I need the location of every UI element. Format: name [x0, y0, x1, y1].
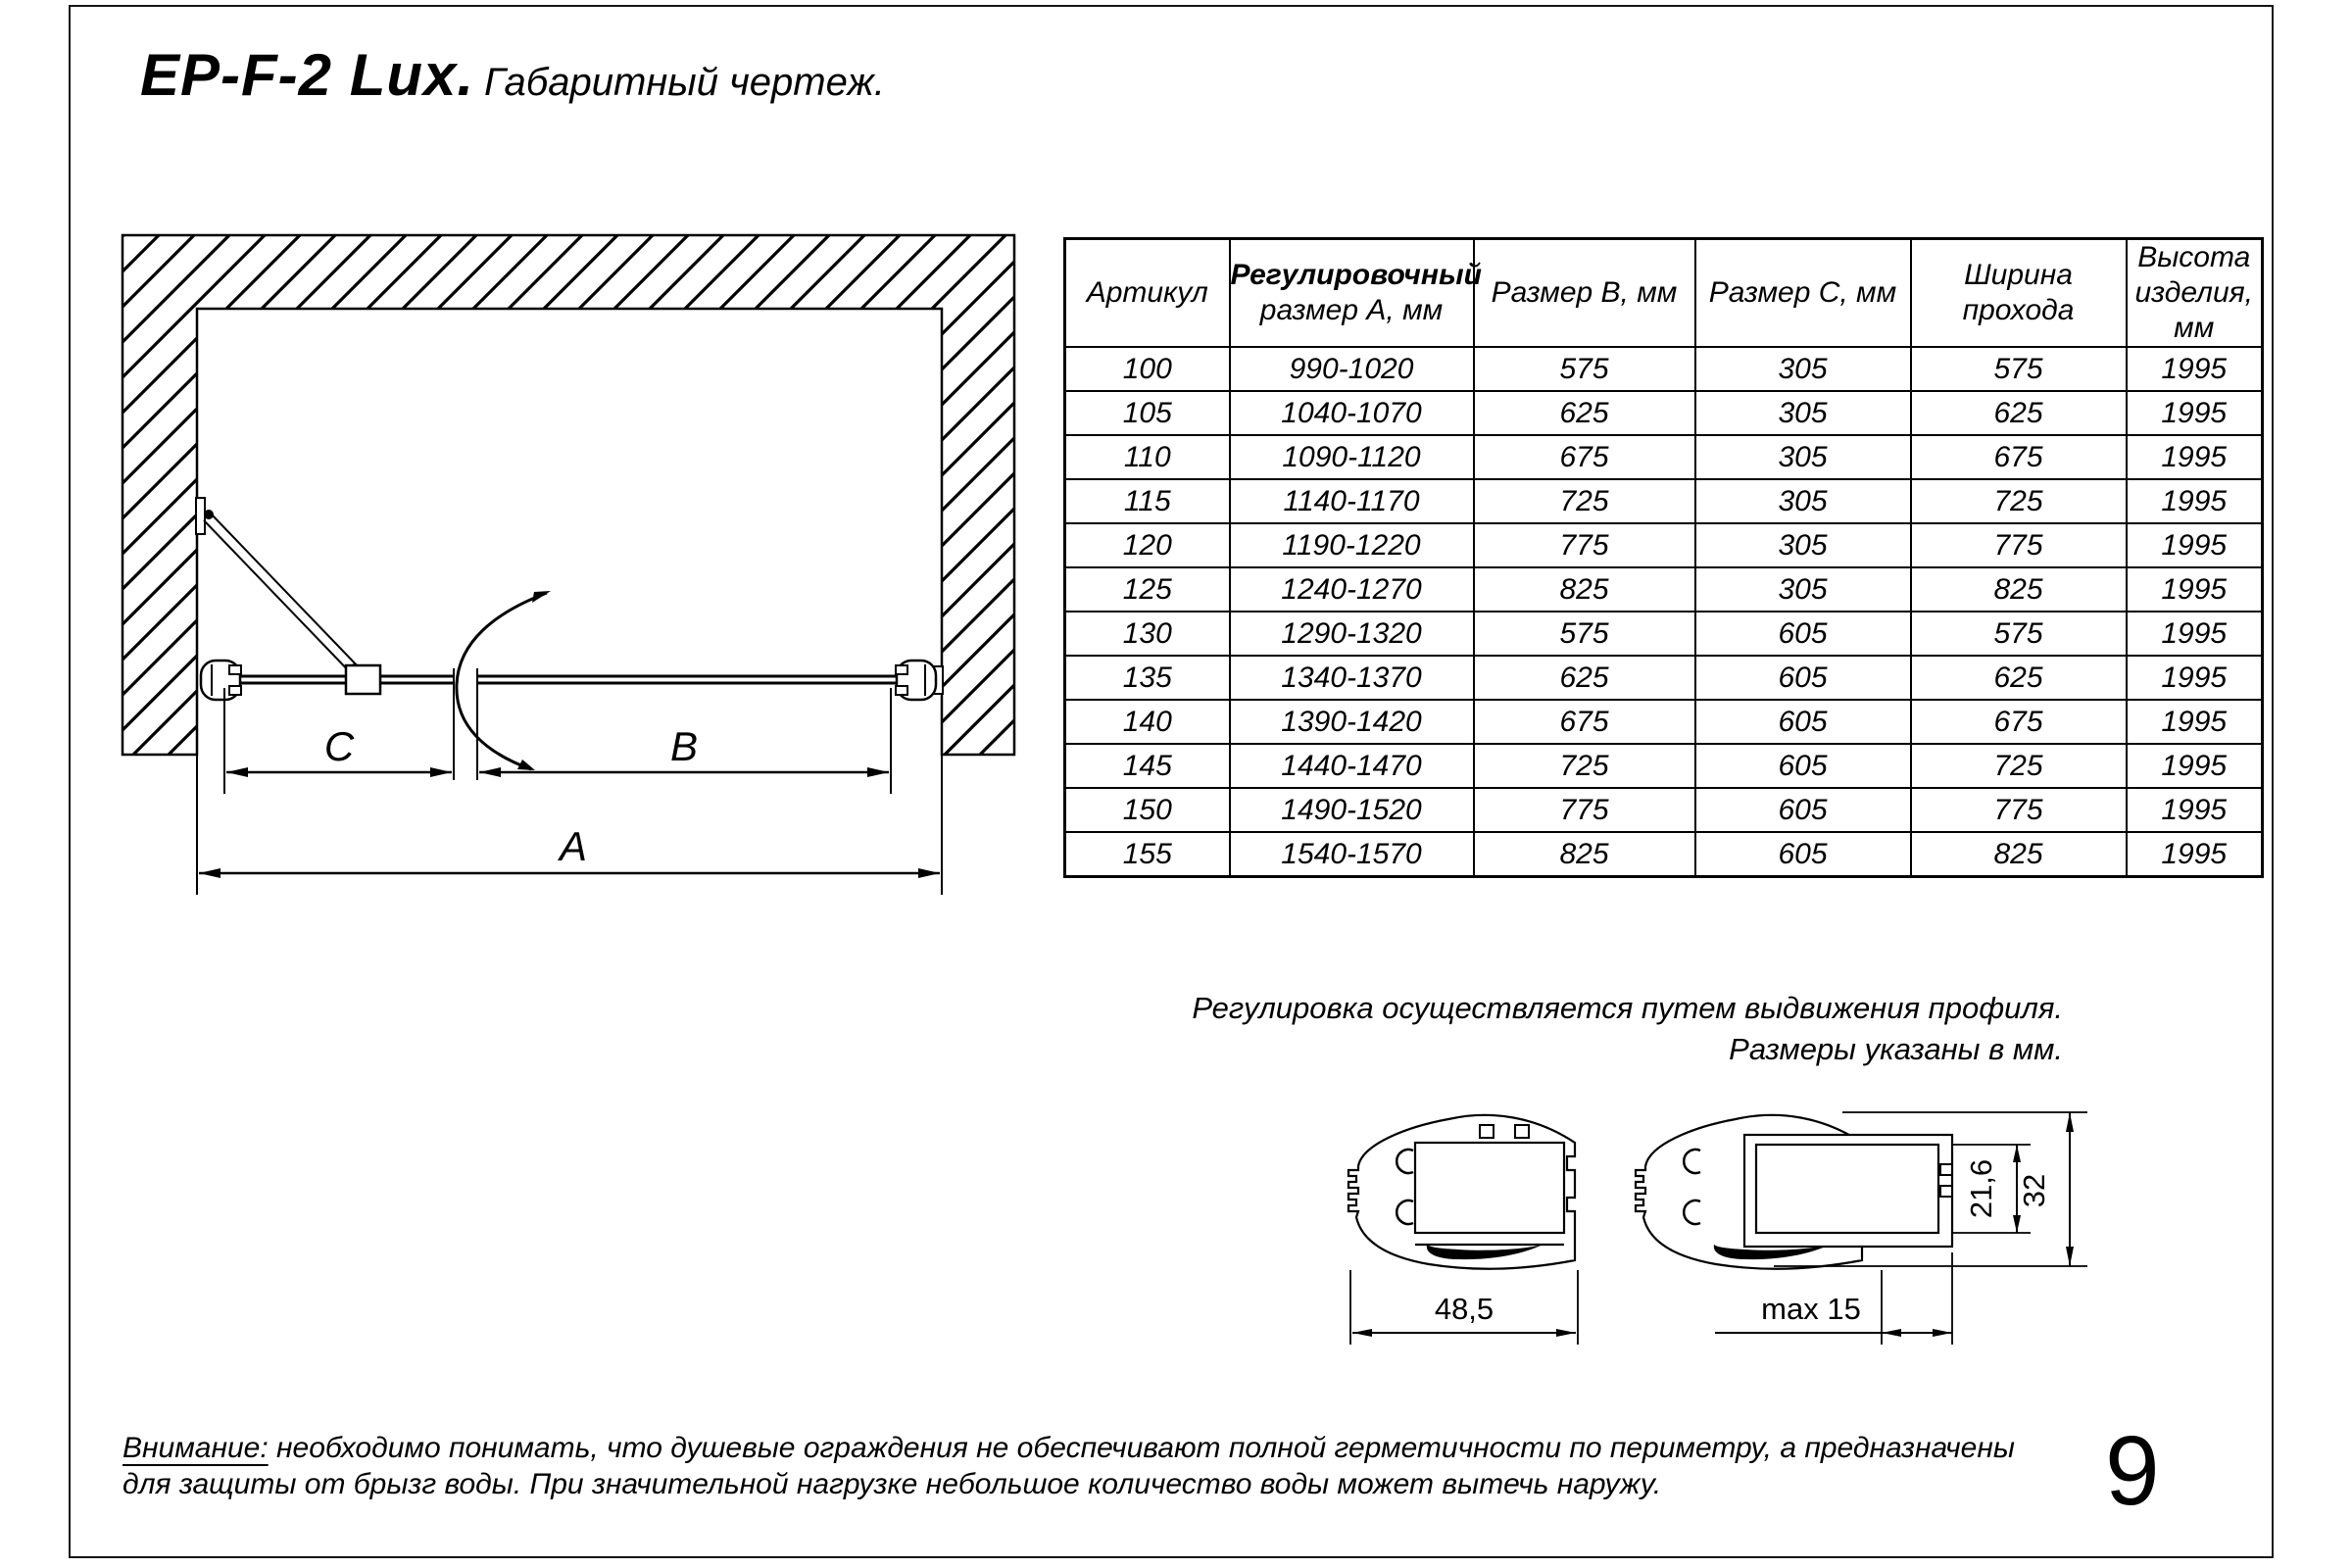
table-cell: 575 [1474, 612, 1695, 656]
dimension-a [199, 823, 940, 878]
col-header-article: Артикул [1065, 239, 1230, 348]
table-cell: 120 [1065, 523, 1230, 567]
col-header-pass-width: Ширина прохода [1911, 239, 2127, 348]
adjustment-notes [1192, 988, 2063, 1070]
table-cell: 825 [1911, 832, 2127, 877]
dimension-label-inner: 21,6 [1964, 1158, 1998, 1219]
dimension-label-max: max 15 [1761, 1292, 1861, 1326]
table-row [1065, 567, 2263, 612]
table-cell: 305 [1695, 391, 1911, 435]
table-row [1065, 744, 2263, 788]
page-number: 9 [2105, 1416, 2160, 1526]
table-cell: 1995 [2127, 347, 2263, 391]
table-cell: 1540-1570 [1230, 832, 1474, 877]
table-cell: 675 [1911, 700, 2127, 744]
table-cell: 105 [1065, 391, 1230, 435]
table-cell: 115 [1065, 479, 1230, 523]
table-cell: 100 [1065, 347, 1230, 391]
table-cell: 775 [1911, 788, 2127, 832]
door-swing-arc [457, 591, 551, 770]
table-cell: 1140-1170 [1230, 479, 1474, 523]
dimension-label-c: C [323, 723, 355, 769]
table-cell: 675 [1911, 435, 2127, 479]
profile-cross-sections [1333, 1098, 2117, 1382]
table-row [1065, 479, 2263, 523]
profile-section-extended [1636, 1115, 1952, 1269]
table-cell: 725 [1474, 744, 1695, 788]
table-cell: 305 [1695, 567, 1911, 612]
table-cell: 625 [1911, 391, 2127, 435]
table-cell: 155 [1065, 832, 1230, 877]
table-cell: 575 [1911, 612, 2127, 656]
col-header-height: Высота изделия, мм [2127, 239, 2263, 348]
table-cell: 625 [1474, 656, 1695, 700]
warning-line-2: для защиты от брызг воды. При значительной нагрузке небольшое количество воды может вытечь наружу. [122, 1467, 1662, 1500]
table-cell: 1440-1470 [1230, 744, 1474, 788]
table-cell: 605 [1695, 788, 1911, 832]
table-header-row [1065, 239, 2263, 348]
table-cell: 135 [1065, 656, 1230, 700]
table-cell: 825 [1911, 567, 2127, 612]
dimensions-table [1063, 237, 2264, 878]
title-subtitle: Габаритный чертеж. [484, 61, 886, 104]
right-wall-profile [896, 661, 943, 700]
table-cell: 1995 [2127, 523, 2263, 567]
table-cell: 625 [1474, 391, 1695, 435]
table-cell: 775 [1911, 523, 2127, 567]
dimension-b [479, 688, 891, 794]
note-line-1: Регулировка осуществляется путем выдвижения профиля. [1192, 991, 2063, 1025]
dimension-label-width: 48,5 [1434, 1292, 1494, 1326]
door-glass-panel [477, 676, 899, 683]
warning-line-1: Внимание: необходимо понимать, что душевые ограждения не обеспечивают полной герметичности по периметру, а предназначены [122, 1432, 2015, 1464]
table-cell: 605 [1695, 832, 1911, 877]
col-header-size-a: Регулировочный размер А, мм [1230, 239, 1474, 348]
table-cell: 1995 [2127, 391, 2263, 435]
dimension-c [224, 688, 452, 794]
table-cell: 140 [1065, 700, 1230, 744]
note-line-2: Размеры указаны в мм. [1729, 1031, 2063, 1066]
table-cell: 1040-1070 [1230, 391, 1474, 435]
table-row [1065, 391, 2263, 435]
col-header-size-c: Размер С, мм [1695, 239, 1911, 348]
table-cell: 1995 [2127, 700, 2263, 744]
dimension-label-total: 32 [2017, 1173, 2051, 1208]
warning-label: Внимание: [122, 1432, 269, 1464]
table-cell: 1995 [2127, 479, 2263, 523]
table-cell: 605 [1695, 656, 1911, 700]
table-row [1065, 832, 2263, 877]
table-cell: 1995 [2127, 788, 2263, 832]
table-cell: 1995 [2127, 567, 2263, 612]
table-cell: 775 [1474, 523, 1695, 567]
col-header-size-b: Размер В, мм [1474, 239, 1695, 348]
table-cell: 110 [1065, 435, 1230, 479]
profile-section-closed [1348, 1115, 1575, 1269]
table-cell: 625 [1911, 656, 2127, 700]
dimensional-drawing [108, 216, 1039, 902]
table-cell: 1290-1320 [1230, 612, 1474, 656]
table-cell: 1995 [2127, 435, 2263, 479]
table-cell: 725 [1911, 479, 2127, 523]
table-cell: 605 [1695, 612, 1911, 656]
table-cell: 725 [1474, 479, 1695, 523]
table-cell: 150 [1065, 788, 1230, 832]
table-cell: 1995 [2127, 656, 2263, 700]
support-bar [196, 498, 361, 676]
dimension-label-b: B [669, 723, 699, 769]
table-cell: 305 [1695, 479, 1911, 523]
table-row [1065, 347, 2263, 391]
table-cell: 775 [1474, 788, 1695, 832]
table-cell: 575 [1911, 347, 2127, 391]
table-cell: 605 [1695, 700, 1911, 744]
table-row [1065, 612, 2263, 656]
table-cell: 125 [1065, 567, 1230, 612]
table-cell: 575 [1474, 347, 1695, 391]
table-cell: 305 [1695, 523, 1911, 567]
table-cell: 990-1020 [1230, 347, 1474, 391]
table-cell: 1995 [2127, 832, 2263, 877]
table-row [1065, 435, 2263, 479]
table-row [1065, 656, 2263, 700]
table-cell: 1240-1270 [1230, 567, 1474, 612]
table-cell: 605 [1695, 744, 1911, 788]
table-cell: 675 [1474, 700, 1695, 744]
table-cell: 1190-1220 [1230, 523, 1474, 567]
table-cell: 1995 [2127, 744, 2263, 788]
table-cell: 1995 [2127, 612, 2263, 656]
table-row [1065, 788, 2263, 832]
table-cell: 675 [1474, 435, 1695, 479]
table-row [1065, 700, 2263, 744]
left-wall-profile [201, 661, 241, 700]
table-cell: 725 [1911, 744, 2127, 788]
table-cell: 145 [1065, 744, 1230, 788]
support-bracket [346, 665, 380, 694]
model-name: EP-F-2 Lux. [140, 42, 475, 108]
table-cell: 825 [1474, 567, 1695, 612]
table-row [1065, 523, 2263, 567]
table-cell: 305 [1695, 347, 1911, 391]
table-cell: 1340-1370 [1230, 656, 1474, 700]
warning-text [122, 1431, 2043, 1503]
page-title [140, 41, 885, 109]
table-body [1065, 347, 2263, 877]
dimension-label-a: A [559, 823, 588, 869]
table-cell: 1490-1520 [1230, 788, 1474, 832]
table-cell: 1390-1420 [1230, 700, 1474, 744]
table-cell: 1090-1120 [1230, 435, 1474, 479]
table-cell: 825 [1474, 832, 1695, 877]
dimension-48-5 [1350, 1270, 1578, 1345]
table-cell: 130 [1065, 612, 1230, 656]
table-cell: 305 [1695, 435, 1911, 479]
